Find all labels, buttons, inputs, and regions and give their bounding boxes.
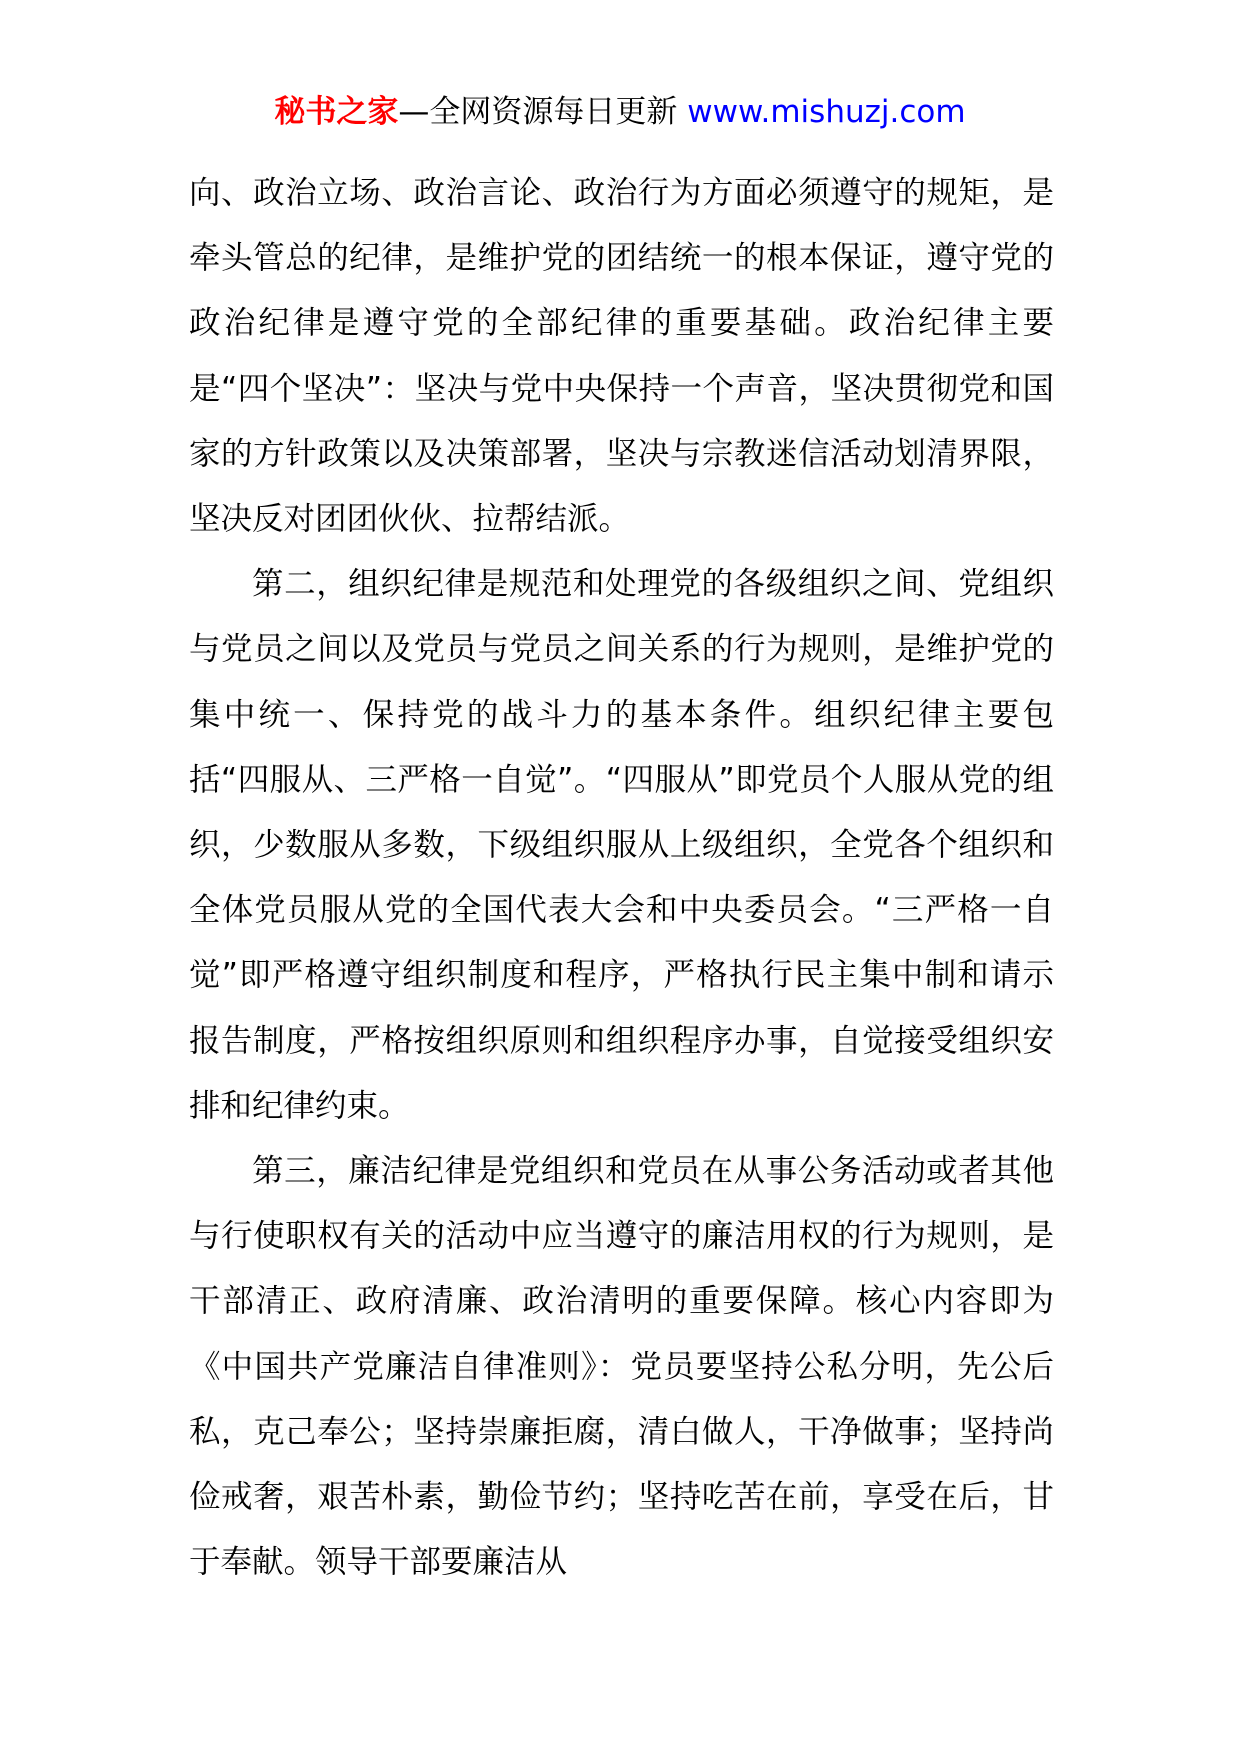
- site-url-link[interactable]: www.mishuzj.com: [687, 94, 966, 130]
- paragraph-political-discipline: 向、政治立场、政治言论、政治行为方面必须遵守的规矩，是牵头管总的纪律，是维护党的团结统一的根本保证，遵守党的政治纪律是遵守党的全部纪律的重要基础。政治纪律主要是“四个坚决”：坚决与党中央保持一个声音，坚决贯彻党和国家的方针政策以及决策部署，坚决与宗教迷信活动划清界限，坚决反对团团伙伙、拉帮结派。: [189, 175, 1054, 538]
- site-brand: 秘书之家: [274, 94, 399, 130]
- page-header: [0, 92, 1240, 132]
- site-tagline: —全网资源每日更新: [398, 94, 678, 130]
- paragraph-integrity-discipline: 第三，廉洁纪律是党组织和党员在从事公务活动或者其他与行使职权有关的活动中应当遵守的廉洁用权的行为规则，是干部清正、政府清廉、政治清明的重要保障。核心内容即为《中国共产党廉洁自律准则》：党员要坚持公私分明，先公后私，克己奉公；坚持崇廉拒腐，清白做人，干净做事；坚持尚俭戒奢，艰苦朴素，勤俭节约；坚持吃苦在前，享受在后，甘于奉献。领导干部要廉洁从: [189, 1153, 1054, 1581]
- document-body: [189, 161, 1054, 1595]
- paragraph-organizational-discipline: 第二，组织纪律是规范和处理党的各级组织之间、党组织与党员之间以及党员与党员之间关系的行为规则，是维护党的集中统一、保持党的战斗力的基本条件。组织纪律主要包括“四服从、三严格一自觉”。“四服从”即党员个人服从党的组织，少数服从多数，下级组织服从上级组织，全党各个组织和全体党员服从党的全国代表大会和中央委员会。“三严格一自觉”即严格遵守组织制度和程序，严格执行民主集中制和请示报告制度，严格按组织原则和组织程序办事，自觉接受组织安排和纪律约束。: [189, 566, 1054, 1124]
